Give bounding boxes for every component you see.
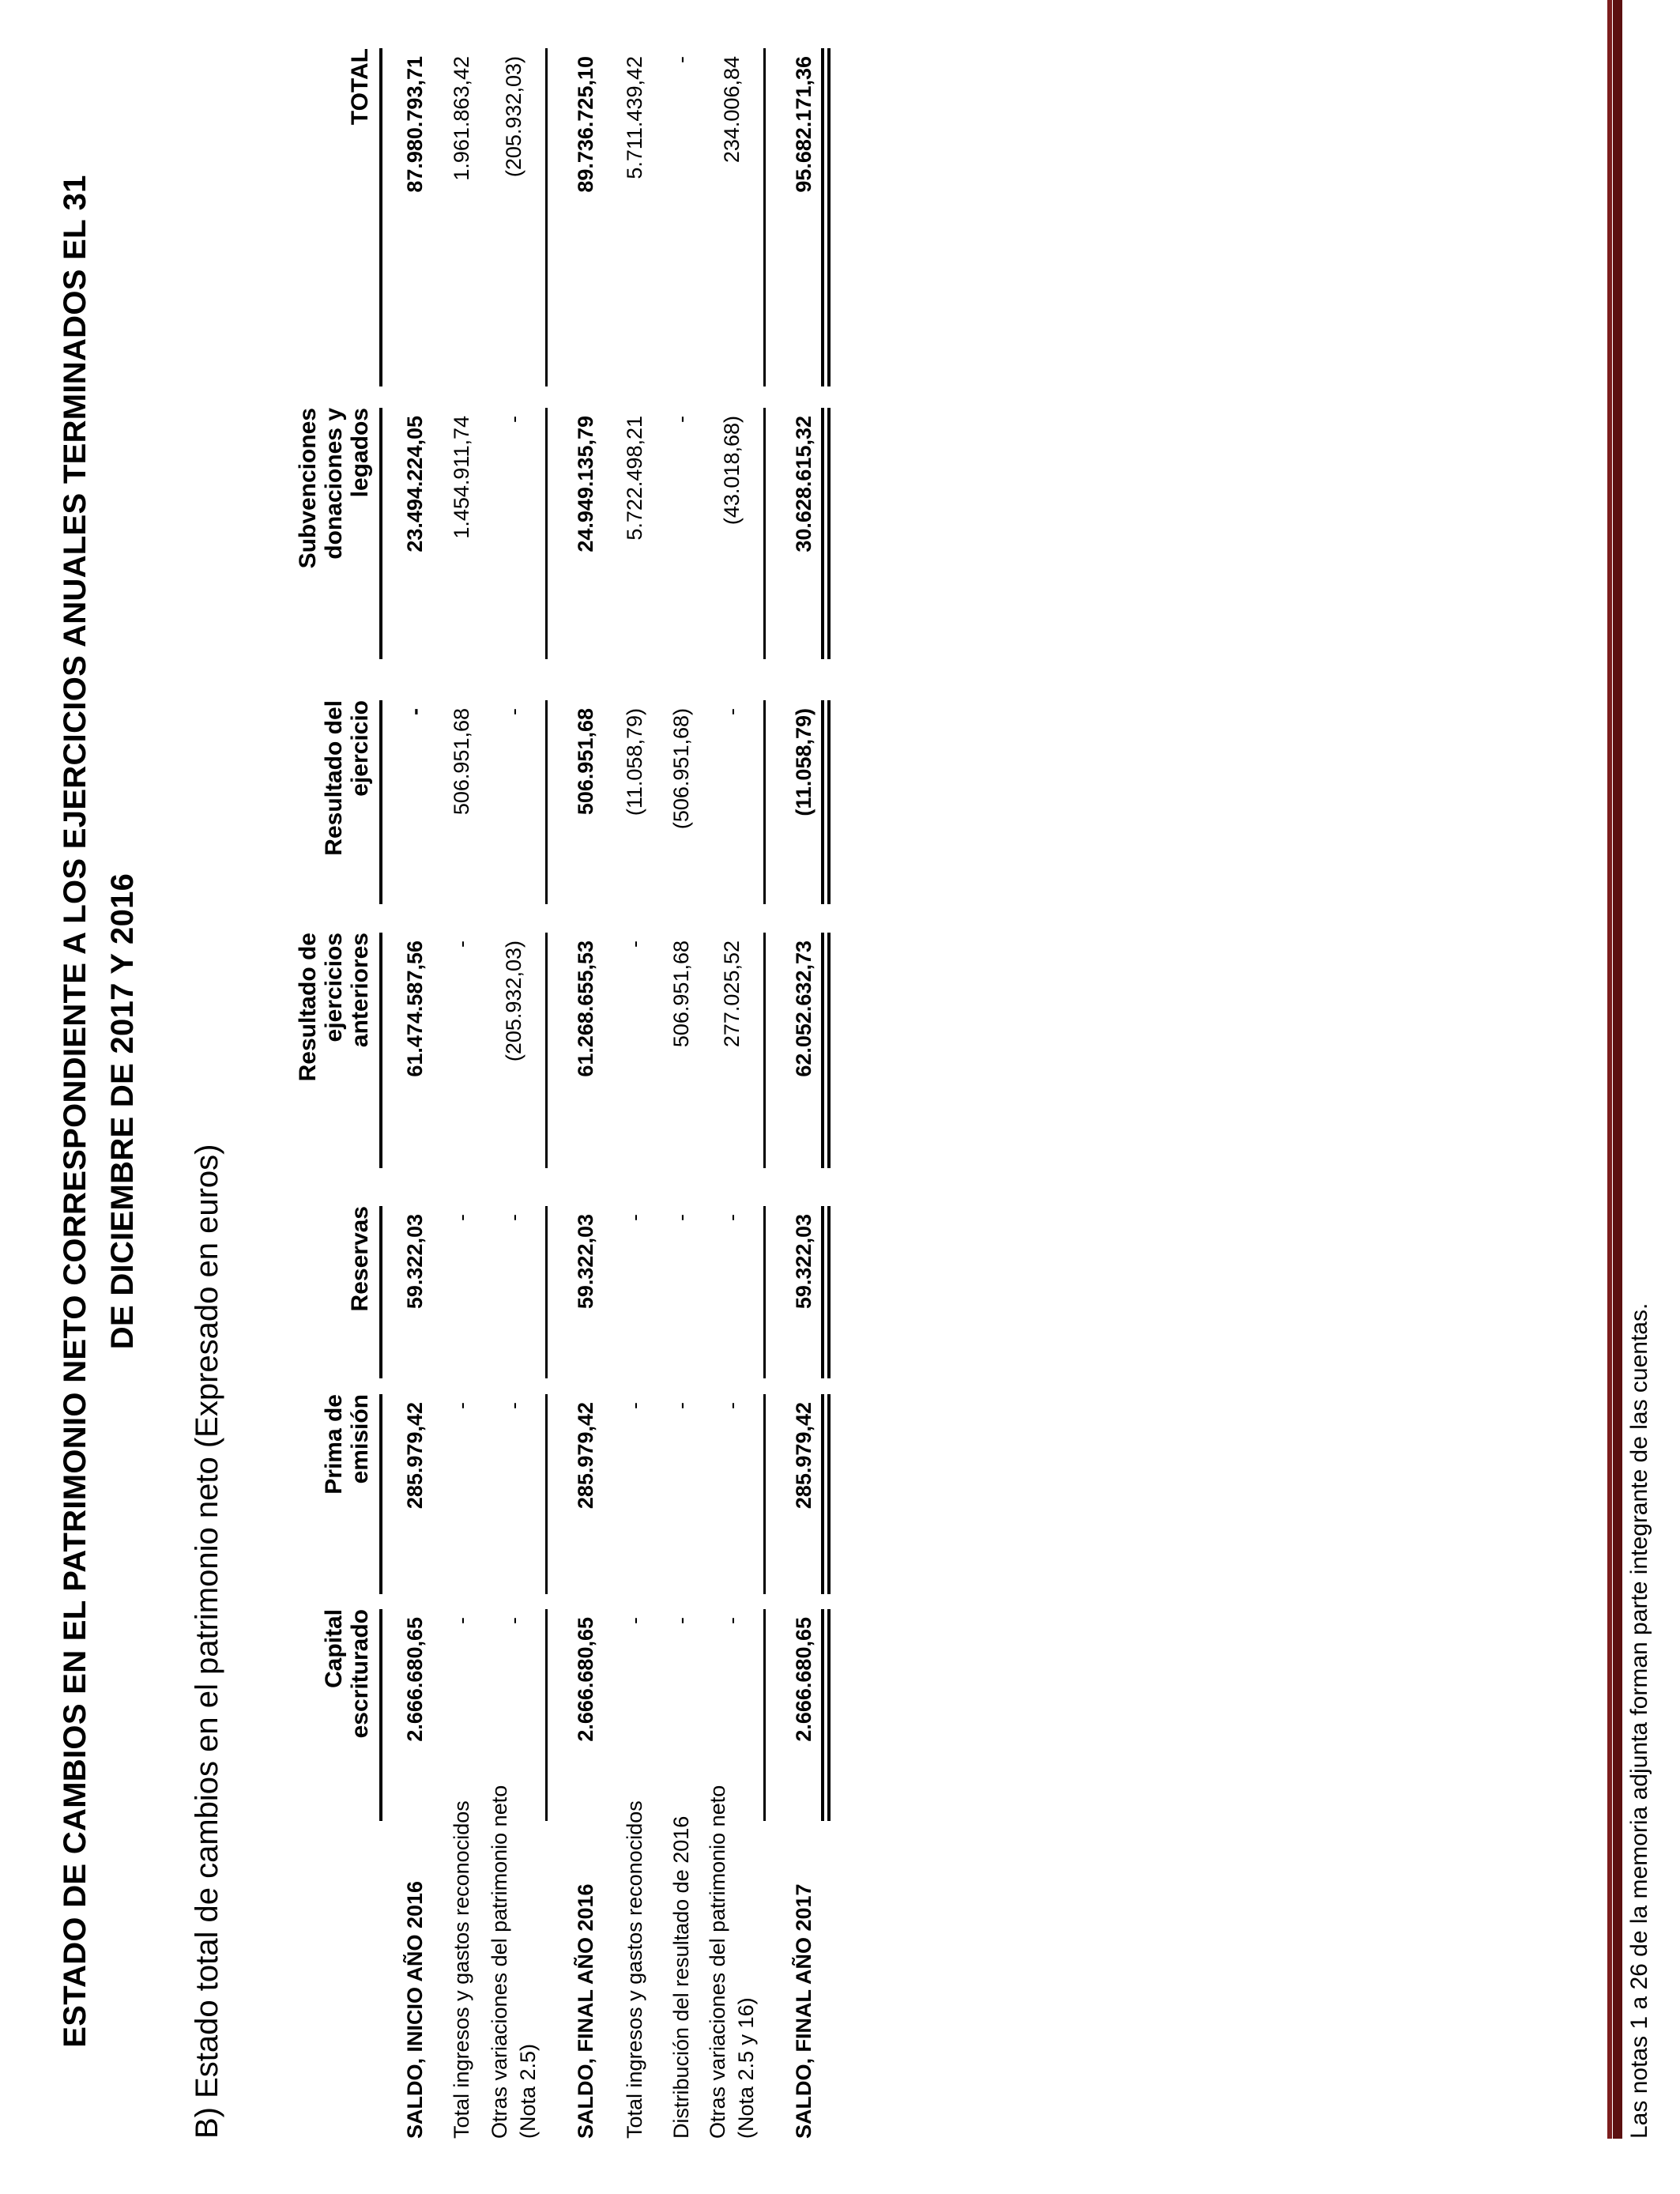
column-header-line: Capital <box>321 1609 347 1689</box>
table-cell: - <box>502 1617 525 1624</box>
table-cell: 2.666.680,65 <box>792 1617 816 1742</box>
table-cell: 24.949.135,79 <box>574 416 597 552</box>
table-cell: 61.474.587,56 <box>403 941 427 1077</box>
total-double-rule <box>821 1609 831 1821</box>
subtotal-rule <box>545 1206 548 1378</box>
table-cell: - <box>623 1402 646 1409</box>
column-rule <box>379 1609 382 1821</box>
table-cell: - <box>623 1617 646 1624</box>
table-cell: 285.979,42 <box>792 1402 816 1510</box>
total-double-rule <box>821 700 831 904</box>
column-header-line: Resultado del <box>321 700 347 856</box>
row-label-line: Total ingresos y gastos reconocidos <box>623 1800 646 2139</box>
row-label-line: Otras variaciones del patrimonio neto <box>488 1785 511 2139</box>
table-cell: (506.951,68) <box>669 708 693 830</box>
document-title <box>51 72 146 2151</box>
table-cell: 285.979,42 <box>574 1402 597 1510</box>
table-cell: - <box>403 708 427 715</box>
subtotal-rule <box>763 48 766 386</box>
table-cell: 506.951,68 <box>574 708 597 816</box>
column-header-line: Subvenciones <box>295 408 321 569</box>
total-double-rule <box>821 408 831 659</box>
column-header-5 <box>321 700 373 906</box>
table-cell: 1.454.911,74 <box>450 416 473 539</box>
table-cell: 23.494.224,05 <box>403 416 427 552</box>
table-cell: - <box>720 1617 744 1624</box>
column-header-line: TOTAL <box>347 48 373 126</box>
column-rule <box>379 408 382 659</box>
subtotal-rule <box>763 700 766 904</box>
column-header-2 <box>321 1394 373 1596</box>
table-cell: 2.666.680,65 <box>574 1617 597 1742</box>
table-cell: - <box>720 1402 744 1409</box>
table-cell: - <box>450 941 473 948</box>
footer-note: Las notas 1 a 26 de la memoria adjunta forman parte integrante de las cuentas. <box>1626 1302 1652 2139</box>
row-label <box>789 1883 818 2139</box>
row-label <box>620 1800 649 2139</box>
row-label-line: Total ingresos y gastos reconocidos <box>450 1800 473 2139</box>
column-rule <box>379 1206 382 1378</box>
title-line-1: ESTADO DE CAMBIOS EN EL PATRIMONIO NETO CORRESPONDIENTE A LOS EJERCICIOS ANUALES TERMINADOS EL 31 <box>58 175 92 2048</box>
subtotal-rule <box>545 1609 548 1821</box>
subtotal-rule <box>545 408 548 659</box>
total-double-rule <box>821 1206 831 1378</box>
table-cell: - <box>669 416 693 423</box>
total-double-rule <box>821 1394 831 1594</box>
column-header-line: anteriores <box>347 933 373 1048</box>
table-cell: 2.666.680,65 <box>403 1617 427 1742</box>
column-header-line: Reservas <box>347 1206 373 1312</box>
table-cell: 59.322,03 <box>792 1214 816 1310</box>
table-cell: - <box>720 1214 744 1221</box>
row-label <box>447 1800 476 2139</box>
subtotal-rule <box>545 1394 548 1594</box>
column-header-6 <box>295 408 373 661</box>
table-cell: - <box>720 708 744 715</box>
table-cell: 59.322,03 <box>574 1214 597 1310</box>
column-rule <box>379 933 382 1168</box>
table-cell: 277.025,52 <box>720 941 744 1048</box>
column-header-3 <box>347 1206 373 1380</box>
row-label <box>571 1883 600 2139</box>
row-label-line: (Nota 2.5 y 16) <box>734 1997 758 2139</box>
table-cell: 30.628.615,32 <box>792 416 816 552</box>
column-rule <box>379 700 382 904</box>
table-cell: 234.006,84 <box>720 56 744 164</box>
row-label <box>485 1785 542 2139</box>
table-cell: 59.322,03 <box>403 1214 427 1310</box>
table-cell: (11.058,79) <box>623 708 646 816</box>
table-cell: - <box>502 1402 525 1409</box>
table-cell: 87.980.793,71 <box>403 56 427 193</box>
column-header-line: emisión <box>347 1394 373 1484</box>
table-cell: - <box>502 708 525 715</box>
table-cell: - <box>623 1214 646 1221</box>
table-cell: (205.932,03) <box>502 56 525 178</box>
column-header-1 <box>321 1609 373 1823</box>
subtotal-rule <box>763 1206 766 1378</box>
table-cell: - <box>450 1617 473 1624</box>
row-label-line: Otras variaciones del patrimonio neto <box>706 1785 729 2139</box>
footer-rule-thin <box>1607 0 1612 2139</box>
table-cell: - <box>669 1214 693 1221</box>
column-header-line: legados <box>347 408 373 498</box>
column-header-line: ejercicios <box>321 933 347 1042</box>
column-header-line: Resultado de <box>295 933 321 1082</box>
table-cell: - <box>450 1402 473 1409</box>
row-label-line: SALDO, FINAL AÑO 2016 <box>574 1883 597 2139</box>
table-cell: 95.682.171,36 <box>792 56 816 193</box>
table-cell: - <box>669 1402 693 1409</box>
table-cell: (43.018,68) <box>720 416 744 526</box>
total-double-rule <box>821 48 831 386</box>
column-header-line: ejercicio <box>347 700 373 797</box>
row-label-line: SALDO, INICIO AÑO 2016 <box>403 1880 427 2139</box>
table-cell: 89.736.725,10 <box>574 56 597 193</box>
table-cell: 5.722.498,21 <box>623 416 646 541</box>
column-header-4 <box>295 933 373 1170</box>
column-header-7 <box>347 48 373 388</box>
subtotal-rule <box>763 1609 766 1821</box>
table-cell: - <box>669 56 693 63</box>
row-label <box>703 1785 760 2139</box>
table-cell: (205.932,03) <box>502 941 525 1062</box>
table-cell: - <box>623 941 646 948</box>
table-cell: 1.961.863,42 <box>450 56 473 181</box>
subtotal-rule <box>545 700 548 904</box>
row-label <box>401 1881 429 2139</box>
subtotal-rule <box>545 933 548 1168</box>
table-cell: 285.979,42 <box>403 1402 427 1510</box>
subtotal-rule <box>763 933 766 1168</box>
title-line-2: DE DICIEMBRE DE 2017 Y 2016 <box>105 873 140 1350</box>
subtitle: B) Estado total de cambios en el patrimonio neto (Expresado en euros) <box>190 1144 224 2139</box>
subtotal-rule <box>763 1394 766 1594</box>
row-label <box>667 1816 695 2139</box>
table-cell: 62.052.632,73 <box>792 941 816 1077</box>
table-cell: - <box>450 1214 473 1221</box>
row-label-line: (Nota 2.5) <box>516 2043 540 2139</box>
column-header-line: donaciones y <box>321 408 347 560</box>
footer-rule-thick <box>1613 0 1622 2139</box>
subtotal-rule <box>763 408 766 659</box>
table-cell: - <box>502 1214 525 1221</box>
column-header-line: escriturado <box>347 1609 373 1739</box>
table-cell: (11.058,79) <box>792 708 816 816</box>
column-rule <box>379 48 382 386</box>
column-header-line: Prima de <box>321 1394 347 1495</box>
table-cell: 61.268.655,53 <box>574 941 597 1077</box>
column-rule <box>379 1394 382 1594</box>
table-cell: 506.951,68 <box>450 708 473 816</box>
subtotal-rule <box>545 48 548 386</box>
total-double-rule <box>821 933 831 1168</box>
table-cell: 506.951,68 <box>669 941 693 1048</box>
table-cell: 5.711.439,42 <box>623 56 646 179</box>
table-cell: - <box>502 416 525 423</box>
row-label-line: Distribución del resultado de 2016 <box>669 1815 693 2139</box>
row-label-line: SALDO, FINAL AÑO 2017 <box>792 1883 816 2139</box>
table-cell: - <box>669 1617 693 1624</box>
